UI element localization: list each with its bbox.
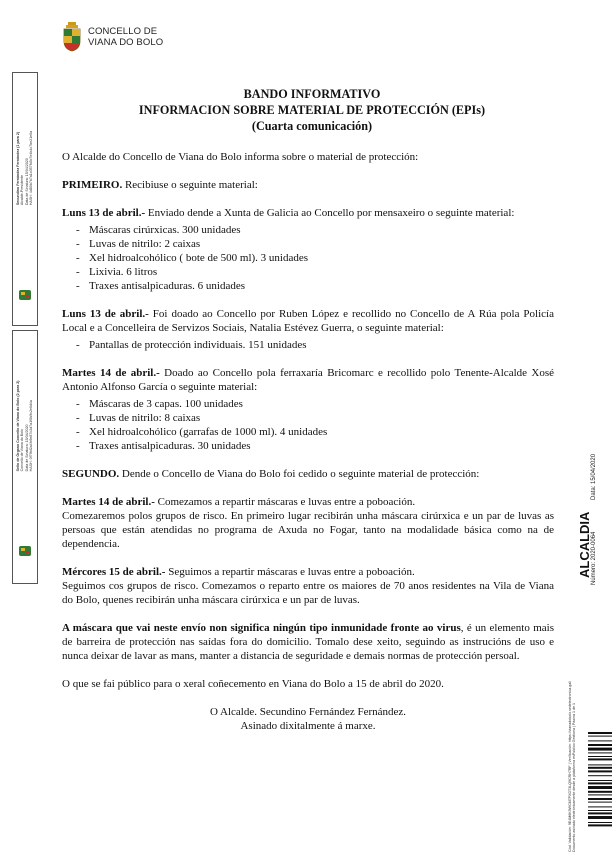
list-item: - Luvas de nitrilo: 2 caixas xyxy=(62,237,554,251)
barcode-bar xyxy=(588,822,612,823)
coat-of-arms-icon xyxy=(62,22,82,52)
block-5-paragraph: Mércores 15 de abril.- Seguimos a repartir máscaras e luvas entre a poboación. Seguimos cos grupos de risco. Comezamos o reparto entre os maiores de 70 anos residentes na Vila de Viana do Bolo, quenes recibirán unha máscara cirúrxica e un par de luvas. xyxy=(62,566,554,606)
barcode-bar xyxy=(588,806,612,807)
barcode-bar xyxy=(588,744,612,746)
barcode-bar xyxy=(588,798,612,800)
barcode-bar xyxy=(588,794,612,795)
validation-code: Cód. Validación: 9E4M6K9WCM7PXDT3LQ9CRH7RF | Verificación: https://vianadobolo.sedelectronica.gal/ Documento asinado electrónicamente desde a plataforma esPublico Gestiona | Páxina 1 de 1 xyxy=(568,680,577,852)
barcode-bar xyxy=(588,775,612,776)
section-primeiro: PRIMEIRO. Recibiuse o seguinte material: xyxy=(62,179,258,191)
block-1-heading: Luns 13 de abril.- Enviado dende a Xunta de Galicia ao Concello por mensaxeiro o seguinte material: xyxy=(62,207,515,219)
block-3-heading: Martes 14 de abril.- Doado ao Concello pola ferraxaría Bricomarc e recollido polo Tenente-Alcalde Xosé Antonio Alfonso García o seguinte material: xyxy=(62,367,555,393)
list-item: - Traxes antisalpicaduras. 6 unidades xyxy=(62,279,554,293)
letterhead xyxy=(62,22,163,52)
block-2-heading: Luns 13 de abril.- Foi doado ao Concello por Ruben López e recollido no Concello de A Rúa pola Policía Local e a Concelleira de Servizos Sociais, Natalia Estévez Guerra, o seguinte material: xyxy=(62,308,554,334)
stamp-crest-icon xyxy=(18,545,32,557)
stamp-crest-icon xyxy=(18,289,32,301)
barcode-bar xyxy=(588,752,612,753)
barcode-bar xyxy=(588,782,612,784)
signature-stamp-2 xyxy=(12,330,38,584)
barcode-bar xyxy=(588,764,612,765)
barcode-bar xyxy=(588,748,612,751)
barcode-bar xyxy=(588,786,612,789)
organisation-name: CONCELLO DE VIANA DO BOLO xyxy=(88,26,164,48)
block-2-list xyxy=(62,338,554,352)
document-title xyxy=(62,86,562,134)
barcode-bar xyxy=(588,816,612,819)
title-line-1: BANDO INFORMATIVO xyxy=(243,87,381,101)
barcode-bar xyxy=(588,758,612,760)
signature-note: Asinado dixitalmente á marxe. xyxy=(240,720,376,732)
list-item: - Xel hidroalcohólico (garrafas de 1000 ml). 4 unidades xyxy=(62,425,554,439)
list-item: - Traxes antisalpicaduras. 30 unidades xyxy=(62,439,554,453)
barcode-bar xyxy=(588,767,612,769)
barcode-bar xyxy=(588,756,612,757)
list-item: - Pantallas de protección individuais. 151 unidades xyxy=(62,338,554,352)
signature-block xyxy=(62,705,554,733)
stamp-1-text: Secundino Fernández Fernández (1 para 2) Alcalde-Presidente Data de Sinatura: 15/04/2020 HASH: 4d80b7b7a1c057fb5c7e4b4c7be21e0a xyxy=(16,130,34,206)
barcode-bar xyxy=(588,810,612,811)
stamp-2-text: Sello de Órgano Concello de Viana do Bolo (2 para 2) Concello de Viana do Bolo Data de Sinatura: 15/04/2020 HASH: 0f79bf2a4fc9e87c3d7a1f0b9c2e6d4a xyxy=(16,380,34,472)
document-body xyxy=(62,150,554,733)
block-4-paragraph: Martes 14 de abril.- Comezamos a repartir máscaras e luvas entre a poboación. Comezaremos polos grupos de risco. En primeiro lugar recibirán unha máscara cirúrxica e un par de luvas as persoas que están atendidas no programa de Axuda no Fogar, tanto na modalidade básica como na de dependencia. xyxy=(62,496,554,550)
registry-number: Número: 2020-0064 xyxy=(591,531,597,585)
registry-date: Data: 15/04/2020 xyxy=(591,453,597,500)
list-item: - Máscaras cirúrxicas. 300 unidades xyxy=(62,223,554,237)
list-item: - Lixivia. 6 litros xyxy=(62,265,554,279)
closing-paragraph: O que se fai público para o xeral coñecemento en Viana do Bolo a 15 de abril do 2020. xyxy=(62,678,444,690)
warning-paragraph: A máscara que vai neste envío non significa ningún tipo inmunidade fronte ao virus, é un elemento mais de barreira de protección nas saídas fora do domicilio. Tomalo dese xeito, seguindo as instrucións de uso e nunca deixar de lavar as mans, manter a distancia de seguridade e demais normas de protección persoal. xyxy=(62,622,555,662)
list-item: - Máscaras de 3 capas. 100 unidades xyxy=(62,397,554,411)
barcode-bar xyxy=(588,736,612,737)
signature-stamp-1 xyxy=(12,72,38,326)
title-line-2: INFORMACION SOBRE MATERIAL DE PROTECCIÓN (EPIs) xyxy=(138,103,486,117)
title-line-3: (Cuarta comunicación) xyxy=(251,119,373,133)
barcode-bar xyxy=(588,740,612,741)
section-segundo: SEGUNDO. Dende o Concello de Viana do Bolo foi cedido o seguinte material de protección: xyxy=(62,468,480,480)
barcode-bar xyxy=(588,824,612,826)
barcode-bar xyxy=(588,791,612,793)
barcode-bar xyxy=(588,802,612,803)
list-item: - Xel hidroalcohólico ( bote de 500 ml). 3 unidades xyxy=(62,251,554,265)
barcode-bar xyxy=(588,732,612,734)
barcode-bar xyxy=(588,812,612,814)
block-1-list xyxy=(62,223,554,293)
barcode-icon xyxy=(588,732,612,850)
barcode-bar xyxy=(588,780,612,781)
block-3-list xyxy=(62,397,554,453)
signature-name: O Alcalde. Secundino Fernández Fernández. xyxy=(209,706,407,718)
registry-office: ALCALDIA xyxy=(577,511,592,578)
intro-paragraph: O Alcalde do Concello de Viana do Bolo informa sobre o material de protección: xyxy=(62,151,419,163)
barcode-bar xyxy=(588,770,612,772)
list-item: - Luvas de nitrilo: 8 caixas xyxy=(62,411,554,425)
